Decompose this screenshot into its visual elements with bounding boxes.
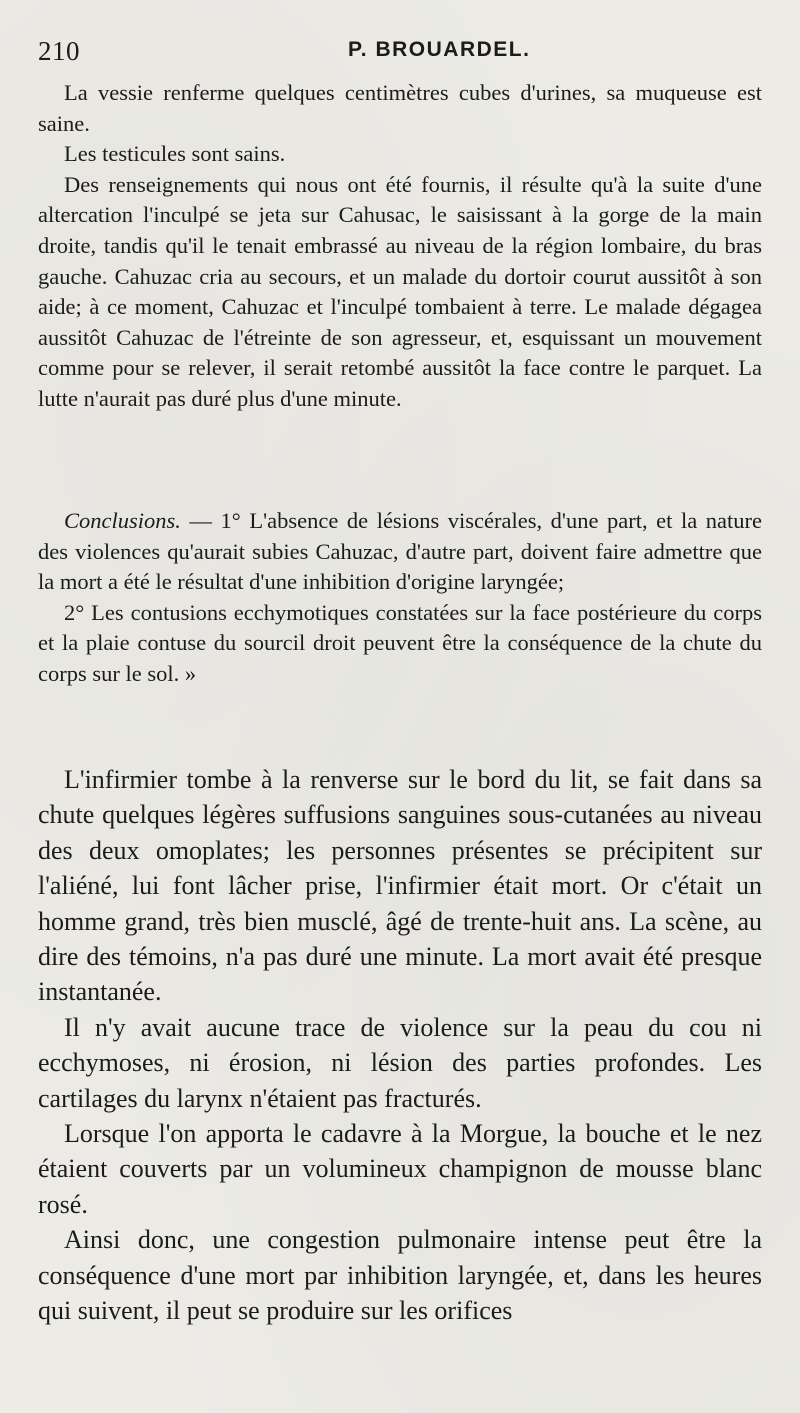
quote-paragraph-testicles: Les testicules sont sains.: [64, 141, 286, 167]
body-paragraph-violence: Il n'y avait aucune trace de violence sur la peau du cou ni ecchymoses, ni érosion, ni lésion des parties profondes. Les cartilages du larynx n'étaient pas fracturés.: [38, 1012, 762, 1113]
conclusions-second-point: 2° Les contusions ecchymotiques constatées sur la face postérieure du corps et la plaie contuse du sourcil droit peuvent être la conséquence de la chute du corps sur le sol. »: [38, 599, 762, 686]
page-number: 210: [38, 36, 80, 66]
conclusions-first-point: [38, 506, 762, 598]
quote-paragraph-circumstances: Des renseignements qui nous ont été fournis, il résulte qu'à la suite d'une altercation l'inculpé se jeta sur Cahusac, le saisissant à la gorge de la main droite, tandis qu'il le tenait embrassé au niveau de la région lombaire, du bras gauche. Cahuzac cria au secours, et un malade du dortoir courut aussitôt à son aide; à ce moment, Cahuzac et l'inculpé tombaient à terre. Le malade dégagea aussitôt Cahuzac de l'étreinte de son agresseur, et, esquissant un mouvement comme pour se relever, il serait retombé aussitôt la face contre le parquet. La lutte n'aurait pas duré plus d'une minute.: [38, 171, 762, 411]
main-text: [38, 762, 762, 1329]
running-head: P. BROUARDEL.: [348, 38, 531, 61]
conclusions-section: [38, 506, 762, 690]
body-paragraph-morgue: Lorsque l'on apporta le cadavre à la Morgue, la bouche et le nez étaient couverts par un volumineux champignon de mousse blanc rosé.: [38, 1119, 762, 1219]
conclusions-label: Conclusions.: [64, 508, 181, 533]
body-paragraph-nurse: L'infirmier tombe à la renverse sur le bord du lit, se fait dans sa chute quelques légères suffusions sanguines sous-cutanées au niveau des deux omoplates; les personnes présentes se précipitent sur l'aliéné, lui font lâcher prise, l'infirmier était mort. Or c'était un homme grand, très bien musclé, âgé de trente-huit ans. La scène, au dire des témoins, n'a pas duré une minute. La mort avait été presque instantanée.: [38, 765, 762, 1007]
quote-paragraph-urine: La vessie renferme quelques centimètres cubes d'urines, sa muqueuse est saine.: [38, 80, 762, 136]
quoted-report: [38, 78, 762, 415]
page-header: [38, 36, 760, 70]
conclusions-text: — 1° L'absence de lésions viscérales, d'une part, et la nature des violences qu'aurait subies Cahuzac, d'autre part, doivent faire admettre que la mort a été le résultat d'une inhibition d'origine laryngée;: [38, 508, 762, 595]
body-paragraph-congestion: Ainsi donc, une congestion pulmonaire intense peut être la conséquence d'une mort par inhibition laryngée, et, dans les heures qui suivent, il peut se produire sur les orifices: [38, 1225, 762, 1326]
